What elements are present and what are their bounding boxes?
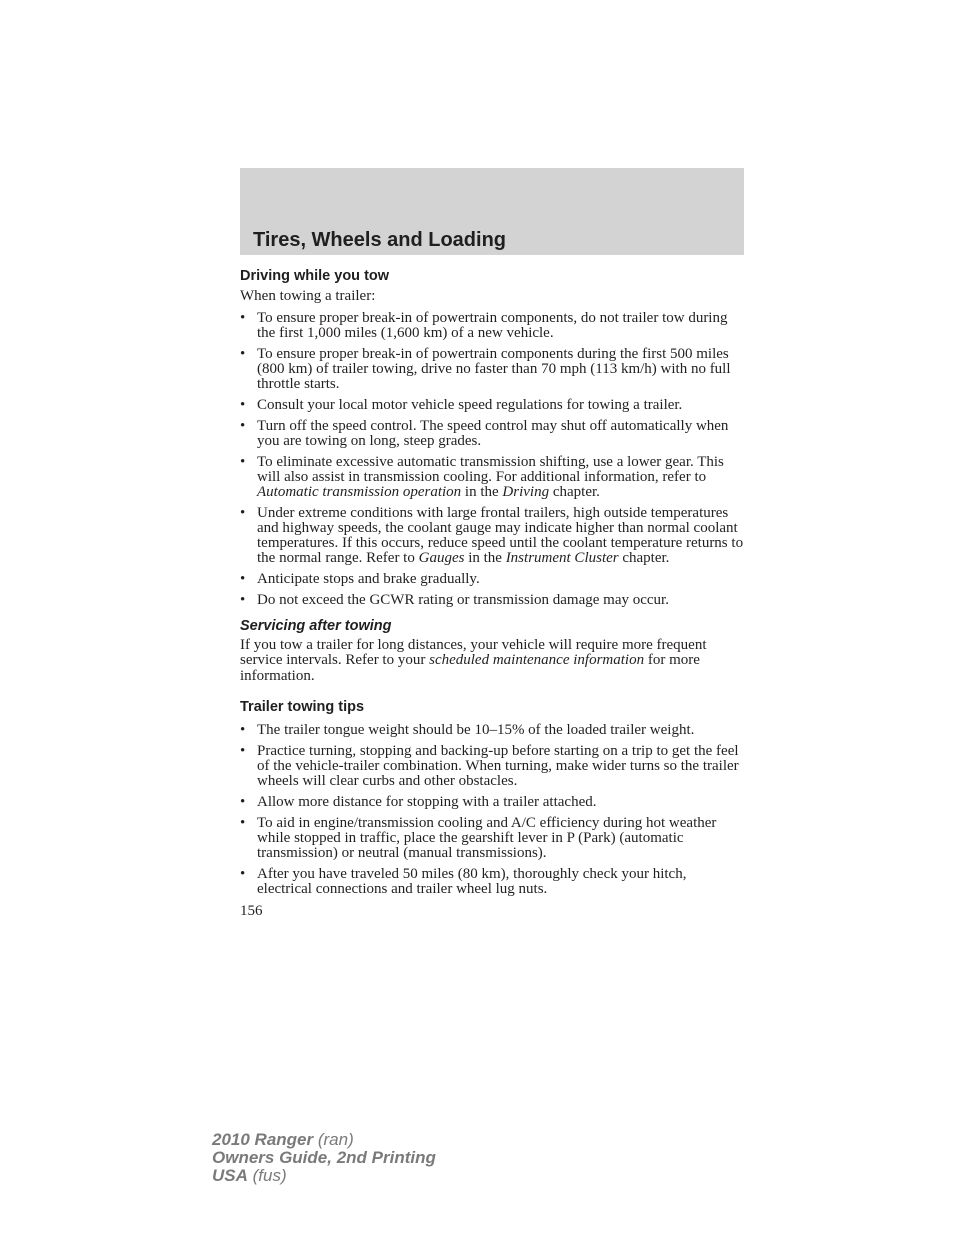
page-content	[240, 266, 744, 920]
page-number: 156	[240, 903, 263, 919]
cross-reference: scheduled maintenance information	[429, 652, 645, 668]
section-heading-servicing-after-towing: Servicing after towing	[240, 617, 392, 634]
bullet-icon: •	[240, 417, 246, 434]
bullet-list-driving-while-you-tow	[240, 311, 744, 608]
list-item: • To aid in engine/transmission cooling and A/C efficiency during hot weather while stopped in traffic, place the gearshift lever in P (Park) (automatic transmission) or neutral (manual transmissions).	[240, 815, 717, 861]
bullet-icon: •	[240, 396, 246, 413]
bullet-icon: •	[240, 794, 246, 810]
bullet-icon: •	[240, 345, 246, 362]
footer-edition-line: Owners Guide, 2nd Printing	[212, 1148, 436, 1167]
bullet-icon: •	[240, 453, 246, 470]
bullet-icon: •	[240, 591, 246, 608]
cross-reference: Instrument Cluster	[505, 549, 619, 566]
section-heading-driving-while-you-tow: Driving while you tow	[240, 268, 390, 284]
list-item: • After you have traveled 50 miles (80 km), thoroughly check your hitch, electrical connections and trailer wheel lug nuts.	[240, 866, 687, 897]
list-item: • To eliminate excessive automatic transmission shifting, use a lower gear. This will also assist in transmission cooling. For additional information, refer to Automatic transmission operation in the Driving chapter.	[240, 453, 724, 500]
list-item: • Do not exceed the GCWR rating or transmission damage may occur.	[240, 591, 669, 608]
bullet-list-trailer-towing-tips	[240, 723, 744, 897]
bullet-icon: •	[240, 743, 246, 759]
bullet-icon: •	[240, 866, 246, 882]
bullet-icon: •	[240, 570, 246, 587]
list-item: • Practice turning, stopping and backing-up before starting on a trip to get the feel of the vehicle-trailer combination. When turning, make wider turns so the trailer wheels will clear curbs and other obstacles.	[240, 743, 739, 789]
cross-reference: Automatic transmission operation	[257, 483, 462, 500]
chapter-title: Tires, Wheels and Loading	[253, 229, 507, 251]
cross-reference: Driving	[502, 483, 550, 500]
footer-region-line: USA (fus)	[212, 1166, 287, 1185]
servicing-paragraph: If you tow a trailer for long distances, your vehicle will require more frequent service intervals. Refer to your scheduled maintenance information for more information.	[240, 636, 707, 684]
bullet-icon: •	[240, 722, 246, 738]
bullet-icon: •	[240, 504, 246, 521]
list-item: • Consult your local motor vehicle speed regulations for towing a trailer.	[240, 396, 683, 413]
list-item: • Under extreme conditions with large frontal trailers, high outside temperatures and highway speeds, the coolant gauge may indicate higher than normal coolant temperatures. If this occurs, reduce speed until the coolant temperature returns to the normal range. Refer to Gauges in the Instrument Cluster chapter.	[240, 504, 744, 566]
list-item: • Anticipate stops and brake gradually.	[240, 570, 480, 587]
cross-reference: Gauges	[418, 549, 465, 566]
bullet-icon: •	[240, 309, 246, 326]
section-intro: When towing a trailer:	[240, 288, 376, 304]
list-item: • Turn off the speed control. The speed control may shut off automatically when you are towing on long, steep grades.	[240, 417, 729, 449]
list-item: • Allow more distance for stopping with a trailer attached.	[240, 794, 597, 810]
bullet-icon: •	[240, 815, 246, 831]
chapter-header-band	[240, 168, 744, 255]
footer-model-line: 2010 Ranger (ran)	[212, 1130, 354, 1149]
section-heading-trailer-towing-tips: Trailer towing tips	[240, 699, 365, 715]
list-item: • To ensure proper break-in of powertrain components during the first 500 miles (800 km) of trailer towing, drive no faster than 70 mph (113 km/h) with no full throttle starts.	[240, 345, 731, 392]
document-footer	[212, 1131, 436, 1185]
list-item: • The trailer tongue weight should be 10–15% of the loaded trailer weight.	[240, 722, 695, 738]
list-item: • To ensure proper break-in of powertrain components, do not trailer tow during the first 1,000 miles (1,600 km) of a new vehicle.	[240, 309, 728, 341]
